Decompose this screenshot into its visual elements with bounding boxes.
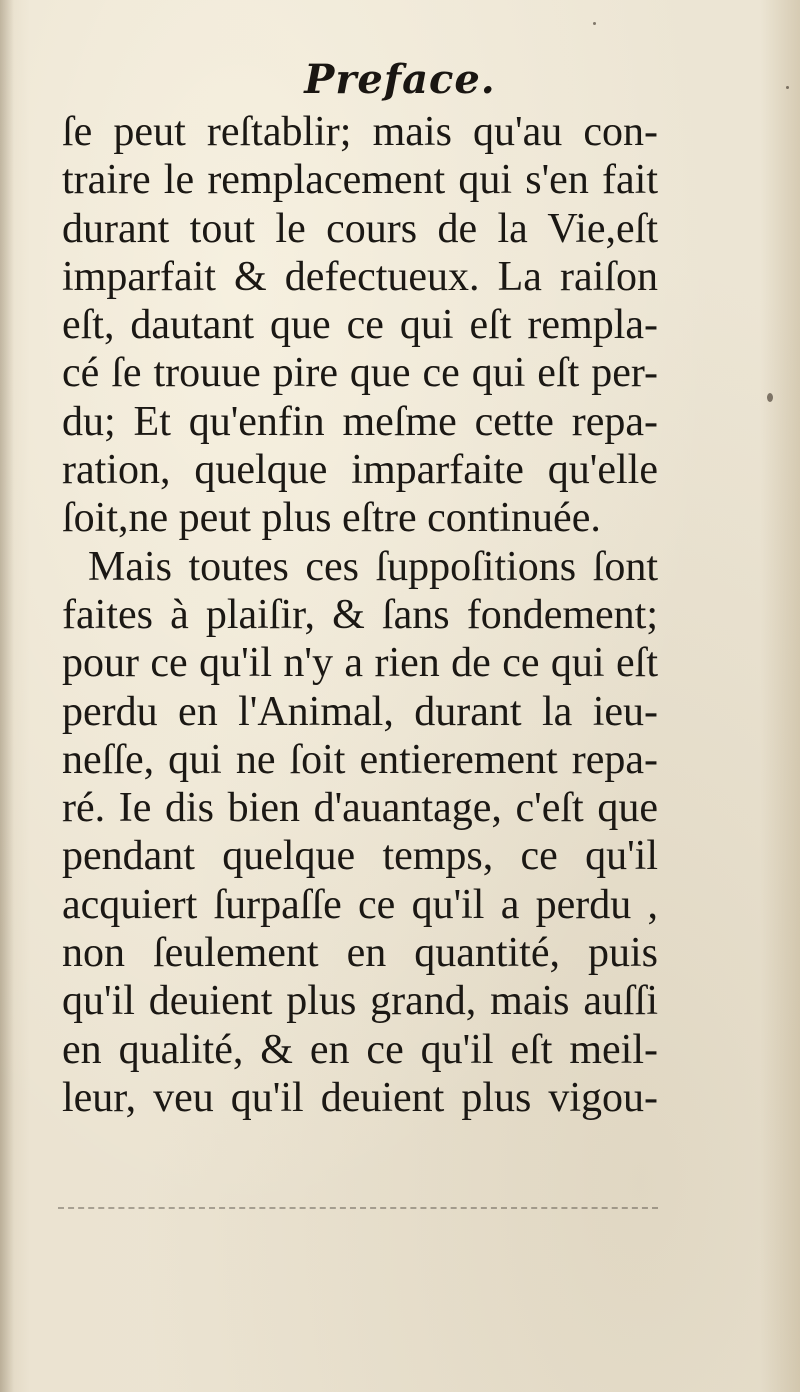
text-line: Mais toutes ces ſuppoſitions ſont	[88, 543, 658, 590]
text-line: faites à plaiſir, & ſans fondement;	[62, 591, 658, 638]
text-line: traire le remplacement qui s'en fait	[62, 157, 658, 204]
bottom-rule	[58, 1207, 658, 1209]
ink-speck	[786, 86, 789, 89]
text-line: neſſe, qui ne ſoit entierement repa-	[62, 736, 658, 783]
text-line: pendant quelque temps, ce qu'il	[62, 833, 658, 880]
text-line: imparfait & defectueux. La raiſon	[62, 253, 658, 300]
text-line: eſt, dautant que ce qui eſt rempla-	[62, 302, 658, 349]
text-line: pour ce qu'il n'y a rien de ce qui eſt	[62, 640, 658, 687]
ink-speck	[593, 22, 596, 25]
text-line: qu'il deuient plus grand, mais auſſi	[62, 978, 658, 1025]
text-line: acquiert ſurpaſſe ce qu'il a perdu ,	[62, 881, 658, 928]
text-line: leur, veu qu'il deuient plus vigou-	[62, 1074, 658, 1121]
ink-speck	[767, 393, 773, 402]
text-line: du; Et qu'enfin meſme cette repa-	[62, 398, 658, 445]
page-gutter-shadow	[0, 0, 14, 1392]
text-line: cé ſe trouue pire que ce qui eſt per-	[62, 350, 658, 397]
text-line: en qualité, & en ce qu'il eſt meil-	[62, 1026, 658, 1073]
text-line: durant tout le cours de la Vie,eſt	[62, 205, 658, 252]
running-head: Preface.	[304, 56, 496, 103]
text-line: non ſeulement en quantité, puis	[62, 930, 658, 977]
body-text	[62, 108, 658, 1122]
text-line: perdu en l'Animal, durant la ieu-	[62, 688, 658, 735]
text-line: ré. Ie dis bien d'auantage, c'eſt que	[62, 785, 658, 832]
text-line: ſoit,ne peut plus eſtre continuée.	[62, 495, 601, 542]
text-line: ration, quelque imparfaite qu'elle	[62, 447, 658, 494]
text-line: ſe peut reſtablir; mais qu'au con-	[62, 109, 658, 155]
